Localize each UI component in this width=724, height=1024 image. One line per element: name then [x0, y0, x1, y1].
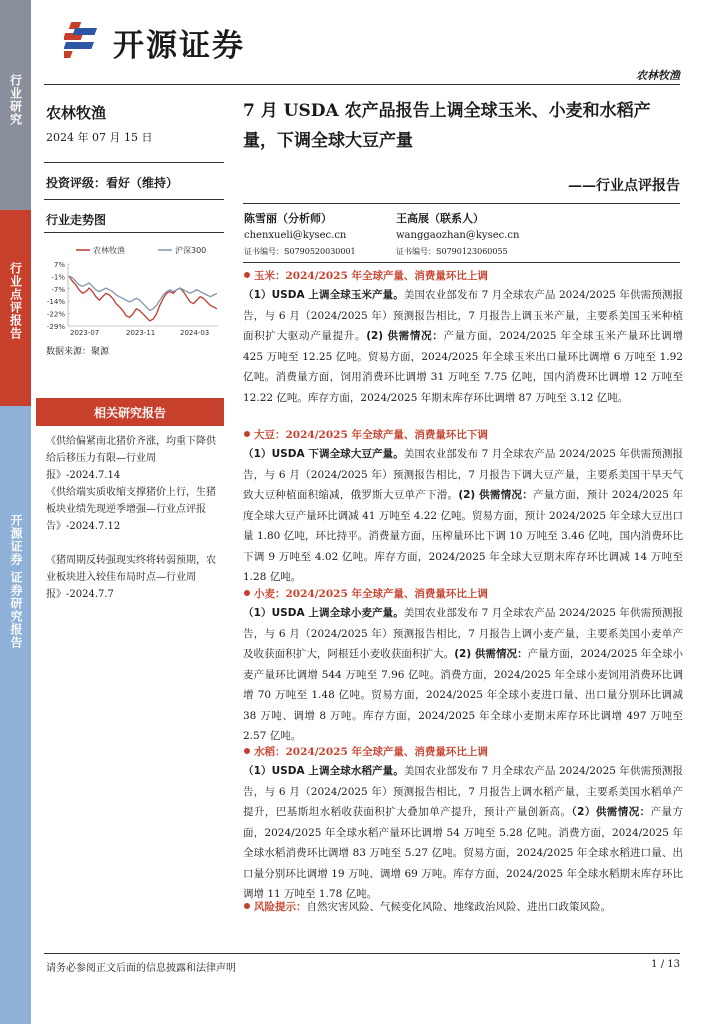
bullet-icon	[244, 431, 250, 437]
section-heading-wheat	[244, 586, 488, 601]
bullet-icon	[244, 590, 250, 596]
section-lead: （1）USDA 上调全球小麦产量。	[243, 607, 404, 619]
section-lead: （1）USDA 上调全球水稻产量。	[243, 765, 404, 777]
section-heading-text: 小麦：2024/2025 年全球产量、消费量环比上调	[254, 588, 488, 600]
contact-card	[396, 211, 519, 260]
section-body-soybean	[243, 444, 683, 584]
section-heading-text: 玉米：2024/2025 年全球产量、消费量环比上调	[254, 270, 488, 282]
series-line	[69, 276, 217, 321]
left-divider	[44, 199, 224, 200]
bullet-icon	[244, 272, 250, 278]
contact-cert: 证书编号：S0790123060055	[396, 247, 508, 256]
section-text: 美国农业部发布 7 月全球农产品 2024/2025 年供需预测报告，与 6 月（2024/2025 年）预测报告相比，7 月报告下调大豆产量，主要系美国干旱天气致大豆种植面积缩减，俄罗斯大豆单产下滑。	[243, 448, 683, 501]
section-text: 产量方面，预计 2024/2025 年度全球大豆产量环比调减 41 万吨至 4.22 亿吨。贸易方面，预计 2024/2025 年全球大豆出口量 1.80 亿吨，环比持平。消费量方面，压榨量环比下调 10 万吨至 3.46 亿吨，国内消费环比下调 9 万吨至 4.02 亿吨。库存方面，2024/2025 年全球大豆期末库存环比调减 14 万吨至 1.28 亿吨。	[243, 489, 684, 583]
section-lead: (2) 供需情况：	[366, 330, 444, 342]
brand-logo-icon	[64, 20, 108, 60]
rail-category	[0, 0, 31, 210]
chart-source: 数据来源：聚源	[46, 347, 110, 357]
analyst-cert: 证书编号：S0790520030001	[244, 247, 356, 256]
section-text: 产量方面，2024/2025 年全球玉米产量环比调增 425 万吨至 12.25 亿吨。贸易方面，2024/2025 年全球玉米出口量环比调增 6 万吨至 1.92 亿吨。消费量方面，饲用消费环比调增 31 万吨至 7.75 亿吨，国内消费环比调增 12 万吨至 12.22 亿吨。库存方面，2024/2025 年期末库存环比调增 87 万吨至 3.12 亿吨。	[243, 330, 683, 404]
section-body-rice	[243, 761, 684, 900]
section-lead: （2）供需情况：	[571, 806, 651, 818]
section-lead: (2) 供需情况：	[454, 648, 528, 660]
investment-rating: 投资评级：看好（维持）	[46, 176, 179, 190]
y-tick-label: -1%	[51, 273, 65, 282]
contact-email[interactable]: wanggaozhan@kysec.cn	[396, 230, 520, 241]
related-report-link[interactable]: 《供给偏紧南北猪价齐涨，均重下降供给后移压力有限—行业周报》-2024.7.14	[46, 436, 216, 481]
related-reports-header: 相关研究报告	[36, 398, 224, 426]
report-title: 7 月 USDA 农产品报告上调全球玉米、小麦和水稻产量，下调全球大豆产量	[243, 101, 651, 151]
rail-publisher-label: 开源证券 证券研究报告	[9, 514, 23, 650]
report-subtitle: ——行业点评报告	[568, 178, 680, 194]
analyst-card	[244, 211, 356, 260]
y-tick-label: -7%	[51, 285, 65, 294]
rail-publisher	[0, 406, 31, 1024]
analyst-email[interactable]: chenxueli@kysec.cn	[244, 230, 347, 241]
risk-label: 风险提示：	[254, 901, 307, 913]
analyst-name: 陈雪丽（分析师）	[244, 212, 332, 225]
section-lead: (2) 供需情况：	[458, 489, 533, 501]
bullet-icon	[244, 748, 250, 754]
rail-report-type	[0, 210, 31, 406]
section-lead: （1）USDA 上调全球玉米产量。	[243, 289, 404, 301]
trend-chart	[36, 240, 226, 340]
header-sector-tag: 农林牧渔	[636, 69, 680, 82]
title-divider	[243, 203, 680, 204]
section-body-corn	[243, 285, 683, 425]
brand-name: 开源证券	[113, 28, 245, 64]
y-tick-label: -22%	[46, 310, 65, 319]
analyst-divider	[243, 262, 680, 263]
rail-category-label: 行业研究	[8, 74, 23, 126]
page-number: 1 / 13	[651, 959, 680, 970]
y-tick-label: 7%	[53, 261, 65, 269]
related-report-link[interactable]: 《供给端实质收缩支撑猪价上行，生猪板块业绩先现逆季增强—行业点评报告》-2024.7.12	[46, 487, 216, 532]
rail-report-type-label: 行业点评报告	[8, 262, 23, 340]
related-report-link[interactable]: 《猪周期反转强现实终将转弱预期，农业板块进入较佳布局时点—行业周报》-2024.7.7	[46, 555, 216, 600]
header-divider	[44, 84, 680, 85]
section-heading-soybean	[244, 427, 488, 442]
y-tick-label: -14%	[46, 298, 65, 307]
section-heading-text: 水稻：2024/2025 年全球产量、消费量环比上调	[254, 746, 488, 758]
x-tick-label: 2023-07	[70, 329, 100, 337]
section-body-wheat	[243, 603, 683, 743]
legend-label: 沪深300	[175, 246, 207, 255]
bullet-icon	[244, 903, 250, 909]
contact-name: 王高展（联系人）	[396, 212, 484, 225]
section-text: 产量方面，2024/2025 年全球小麦产量环比调增 544 万吨至 7.96 亿吨。消费方面，2024/2025 年全球小麦饲用消费环比调增 70 万吨至 1.48 亿吨。贸易方面，2024/2025 年全球小麦进口量、出口量分别环比调减 38 万吨、调增 8 万吨。库存方面，2024/2025 年全球小麦期末库存环比调增 497 万吨至 2.57 亿吨。	[243, 648, 684, 742]
section-heading-rice	[244, 744, 488, 759]
y-tick-label: -29%	[46, 323, 65, 331]
section-heading-corn	[244, 268, 488, 283]
section-lead: （1）USDA 下调全球大豆产量。	[243, 448, 404, 460]
left-divider	[44, 232, 224, 233]
footer-disclaimer[interactable]: 请务必参阅正文后面的信息披露和法律声明	[46, 963, 236, 974]
risk-warning	[244, 899, 611, 914]
x-tick-label: 2023-11	[126, 329, 156, 337]
risk-text: 自然灾害风险、气候变化风险、地缘政治风险、进出口政策风险。	[306, 901, 611, 913]
section-text: 产量方面，2024/2025 年全球水稻产量环比调增 54 万吨至 5.28 亿吨。消费方面，2024/2025 年全球水稻消费环比调增 83 万吨至 5.27 亿吨。贸易方面，2024/2025 年全球水稻进口量、出口量分别环比调增 19 万吨、调增 69 万吨。库存方面，2024/2025 年全球水稻期末库存环比调增 11 万吨至 1.78 亿吨。	[243, 806, 684, 900]
left-divider	[44, 162, 224, 163]
section-text: 美国农业部发布 7 月全球农产品 2024/2025 年供需预测报告，与 6 月（2024/2025 年）预测报告相比，7 月报告上调小麦产量，主要系美国小麦单产及收获面积扩大，阿根廷小麦收获面积扩大。	[243, 607, 683, 660]
section-text: 美国农业部发布 7 月全球农产品 2024/2025 年供需预测报告，与 6 月（2024/2025 年）预测报告相比，7 月报告上调玉米产量，主要系美国玉米种植面积扩大驱动产量提升。	[243, 289, 683, 342]
series-line	[69, 276, 217, 310]
footer-divider	[44, 953, 680, 954]
section-heading-text: 大豆：2024/2025 年全球产量、消费量环比下调	[254, 429, 488, 441]
sector-name: 农林牧渔	[46, 104, 107, 122]
x-tick-label: 2024-03	[180, 329, 210, 337]
legend-label: 农林牧渔	[93, 246, 125, 255]
report-date: 2024 年 07 月 15 日	[46, 131, 153, 144]
trend-chart-title: 行业走势图	[46, 213, 107, 227]
section-text: 美国农业部发布 7 月全球农产品 2024/2025 年供需预测报告，与 6 月（2024/2025 年）预测报告相比，7 月报告上调水稻产量，主要系美国水稻单产提升，巴基斯坦水稻收获面积扩大叠加单产提升，预计产量创新高。	[243, 765, 683, 818]
